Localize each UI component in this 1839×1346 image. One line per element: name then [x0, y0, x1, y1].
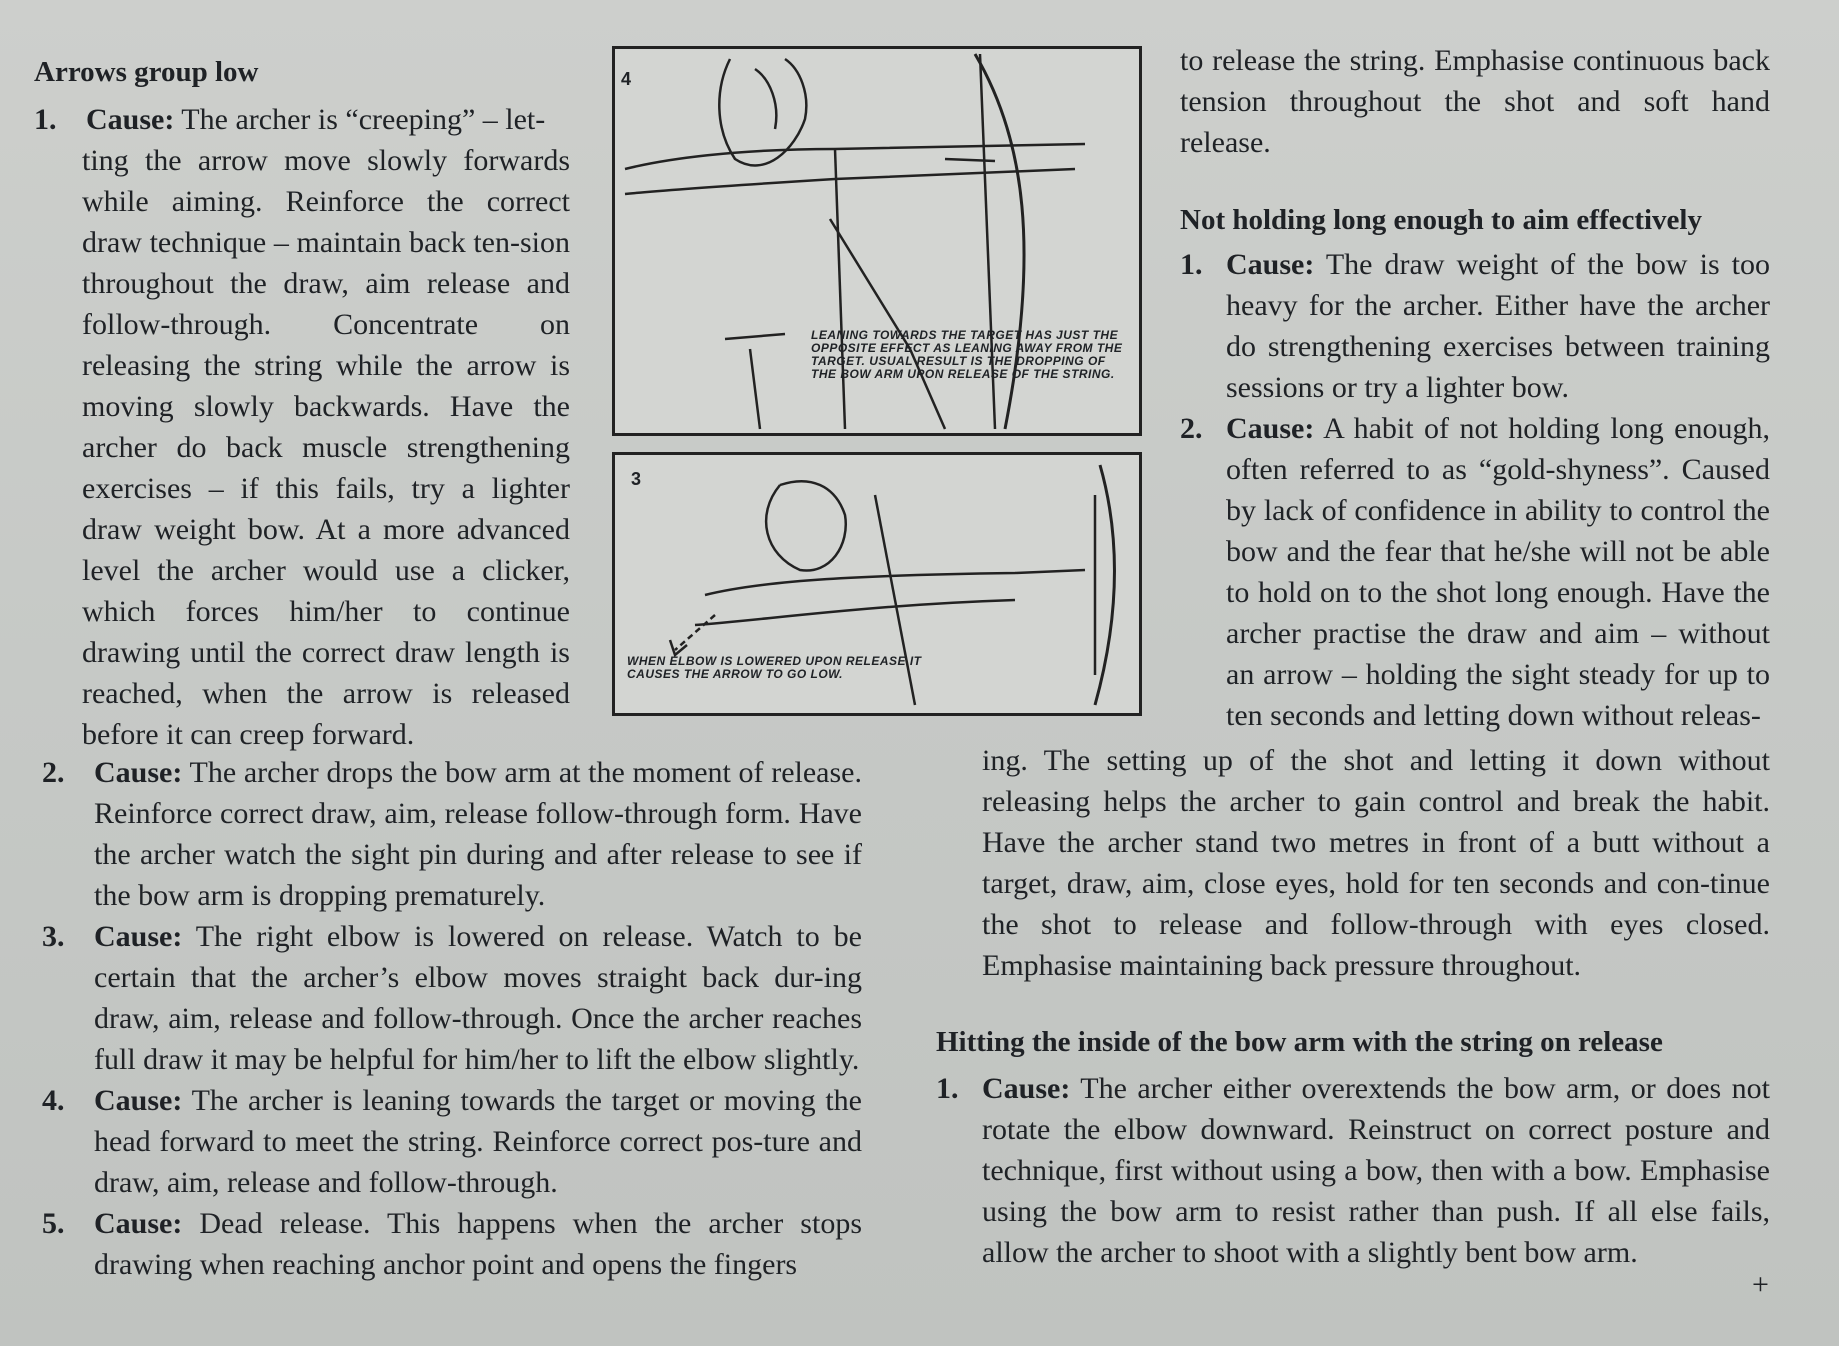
item-text: The right elbow is lowered on release. Watch to be certain that the archer’s elbow moves straight back dur-ing draw, aim, release and follow-through. Once the archer reaches full draw it may be helpful for him/her to lift the elbow slightly.	[94, 920, 862, 1076]
item-text: Dead release. This happens when the archer stops drawing when reaching anchor point and opens the fingers	[94, 1207, 862, 1281]
item-text: The archer is leaning towards the target or moving the head forward to meet the string. Reinforce correct pos-ture and draw, aim, release and follow-through.	[94, 1084, 862, 1199]
section-heading-hitting-bow-arm: Hitting the inside of the bow arm with the string on release	[936, 1026, 1663, 1058]
torso-line	[835, 149, 845, 429]
item-text: ting the arrow move slowly forwards while aiming. Reinforce the correct draw technique – maintain back ten-sion throughout the draw, aim release and follow-through. Concentrate on releasing the string while the arrow is moving slowly backwards. Have the archer do back muscle strengthening exercises – if this fails, try a lighter draw weight bow. At a more advanced level the archer would use a clicker, which forces him/her to continue drawing until the correct draw length is reached, when the arrow is released before it can creep forward.	[82, 144, 570, 751]
figure-3-illustration	[612, 452, 1142, 716]
cause-label: Cause:	[982, 1072, 1071, 1105]
cause-label: Cause:	[94, 920, 183, 953]
item-text: ing. The setting up of the shot and letting it down without releasing helps the archer to gain control and break the habit. Have the archer stand two metres in front of a butt without a target, draw, aim, close eyes, hold for ten seconds and con-tinue the shot to release and follow-through with eyes closed. Emphasise maintaining back pressure throughout.	[982, 744, 1770, 982]
item-number: 1.	[936, 1072, 959, 1105]
list-item-1	[1180, 244, 1770, 408]
cause-label: Cause:	[1226, 412, 1315, 445]
continued-text	[1180, 40, 1770, 163]
figure-caption: WHEN ELBOW IS LOWERED UPON RELEASE IT CAUSES THE ARROW TO GO LOW.	[627, 654, 922, 681]
section-heading-arrows-group-low: Arrows group low	[34, 56, 259, 88]
item-text: The archer drops the bow arm at the moment of release. Reinforce correct draw, aim, release follow-through form. Have the archer watch the sight pin during and after release to see if the bow arm is dropping prematurely.	[94, 756, 862, 912]
string-line	[830, 219, 945, 429]
archer-head	[766, 481, 846, 570]
belt	[725, 334, 785, 339]
item-1-first-line	[34, 99, 570, 140]
list-item-5	[42, 1203, 862, 1285]
list-item-4	[42, 1080, 862, 1203]
item-1-body	[82, 140, 570, 755]
item-text: A habit of not holding long enough, often referred to as “gold-shyness”. Caused by lack of confidence in ability to control the bow and the fear that he/she will not be able to hold on to the shot long enough. Have the archer practise the draw and aim – without an arrow – holding the sight steady for up to ten seconds and letting down without releas-	[1226, 412, 1770, 732]
hair-line	[755, 69, 776, 129]
list-item-1	[936, 1068, 1770, 1273]
item-number: 4.	[42, 1084, 65, 1117]
list-item-3	[42, 916, 862, 1080]
torso-side	[750, 349, 760, 429]
section-heading-not-holding: Not holding long enough to aim effectively	[1180, 204, 1702, 236]
item-number: 1.	[1180, 248, 1203, 281]
bow-limb	[1095, 465, 1114, 705]
cause-label: Cause:	[1226, 248, 1315, 281]
cause-label: Cause:	[94, 1207, 183, 1240]
item-number: 1.	[34, 103, 57, 136]
item-text: The draw weight of the bow is too heavy for the archer. Either have the archer do strengthening exercises between training sessions or try a lighter bow.	[1226, 248, 1770, 404]
section3-items	[936, 1068, 1770, 1273]
item-text: The archer either overextends the bow arm, or does not rotate the elbow downward. Reinstruct on correct posture and technique, first without using a bow, then with a bow. Emphasise using the bow arm to resist rather than push. If all else fails, allow the archer to shoot with a slightly bent bow arm.	[982, 1072, 1770, 1269]
list-item-2	[1180, 408, 1770, 736]
item-number: 5.	[42, 1207, 65, 1240]
figure-number: 3	[631, 469, 642, 489]
drawing-arm	[705, 570, 1085, 595]
front-arm-lower	[625, 169, 1075, 194]
item-text: The archer is “creeping” – let-	[174, 103, 546, 136]
cause-label: Cause:	[94, 756, 183, 789]
figure-4-illustration	[612, 46, 1142, 436]
item-number: 3.	[42, 920, 65, 953]
item-number: 2.	[42, 756, 65, 789]
drawing-arm-lower	[695, 600, 1015, 625]
paragraph-text: to release the string. Emphasise continuous back tension throughout the shot and soft hand release.	[1180, 44, 1770, 159]
figure-caption: LEANING TOWARDS THE TARGET HAS JUST THE OPPOSITE EFFECT AS LEANING AWAY FROM THE TARGET. USUAL RESULT IS THE DROPPING OF THE BOW ARM UPON RELEASE OF THE STRING.	[811, 328, 1123, 381]
cause-label: Cause:	[94, 1084, 183, 1117]
left-items-list	[42, 752, 862, 1285]
list-item-2	[42, 752, 862, 916]
elbow-arrow	[675, 615, 715, 650]
cause-label: Cause:	[86, 103, 175, 136]
arrow	[945, 159, 995, 161]
figure-number: 4	[621, 69, 632, 89]
page-corner-mark: +	[1752, 1268, 1769, 1301]
section2-items	[1180, 244, 1770, 736]
section2-item2-continuation	[982, 740, 1770, 986]
item-number: 2.	[1180, 412, 1203, 445]
